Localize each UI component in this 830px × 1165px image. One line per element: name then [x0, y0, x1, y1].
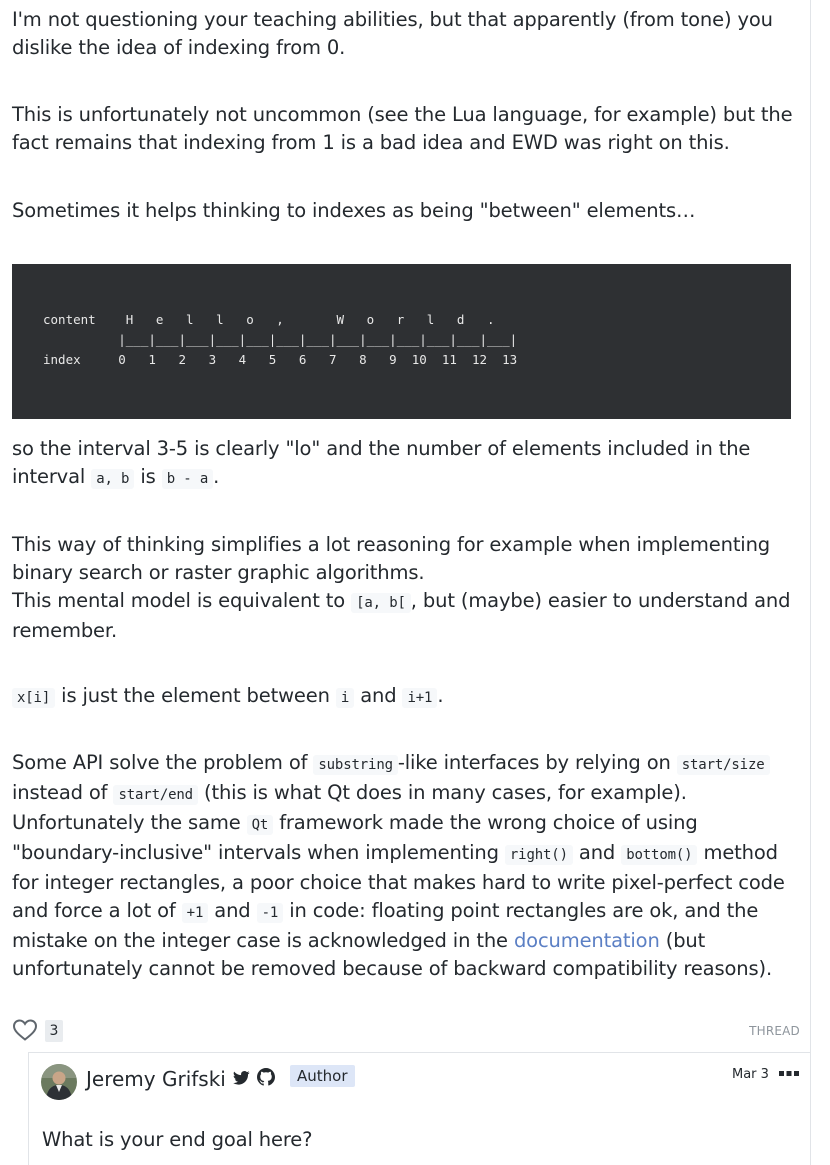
reply-text: What is your end goal here? [42, 1128, 313, 1151]
inline-code: Qt [247, 815, 274, 835]
text-run: . [437, 684, 444, 707]
text-run: -like interfaces by relying on [397, 751, 677, 774]
like-count[interactable]: 3 [45, 1020, 63, 1042]
post-actions [12, 1016, 802, 1046]
inline-code: i [336, 688, 354, 708]
more-icon[interactable] [779, 1071, 799, 1077]
thread-link[interactable]: THREAD [749, 1024, 800, 1038]
reply-date[interactable]: Mar 3 [732, 1067, 769, 1082]
heart-icon[interactable] [12, 1018, 38, 1042]
inline-code: [a, b[ [351, 593, 411, 613]
text-run: and [572, 841, 622, 864]
comment-paragraph [12, 531, 802, 645]
inline-code: bottom() [621, 845, 697, 865]
author-badge: Author [290, 1065, 355, 1087]
text-run: is just the element between [55, 684, 336, 707]
twitter-icon[interactable] [233, 1070, 250, 1086]
comment-paragraph [12, 682, 802, 712]
text-run: and [208, 899, 257, 922]
text-run: and [354, 684, 403, 707]
avatar-image [41, 1064, 77, 1100]
text-run: (this is what Qt does in many cases, for example). Unfortunately the same [12, 781, 687, 834]
code-block-text: content H e l l o , W o r l d . |___|___|___|___|___|___|___|___|___|___|___|___|___| index 0 1 2 3 4 5 6 7 8 9 10 11 12 13 [43, 312, 518, 367]
inline-code: i+1 [402, 688, 437, 708]
inline-code: substring [313, 755, 398, 775]
comment-paragraph: Sometimes it helps thinking to indexes as being "between" elements… [12, 199, 696, 222]
comment-paragraph: I'm not questioning your teaching abilities, but that apparently (from tone) you dislike the idea of indexing from 0. [12, 8, 773, 59]
text-run: is [134, 465, 162, 488]
text-run: method for integer rectangles, a poor choice that makes hard to write pixel-perfect code and force a lot of [12, 841, 785, 922]
inline-code: b - a [162, 469, 213, 489]
inline-code: right() [505, 845, 573, 865]
content-right-border [810, 0, 811, 1165]
text-run: . [213, 465, 220, 488]
code-block [12, 264, 791, 419]
comment-paragraph: This is unfortunately not uncommon (see the Lua language, for example) but the fact remains that indexing from 1 is a bad idea and EWD was right on this. [12, 103, 793, 154]
text-run: so the interval 3-5 is clearly "lo" and the number of elements included in the interval [12, 437, 751, 488]
inline-code: x[i] [12, 688, 55, 708]
reply-divider [28, 1052, 810, 1053]
text-run: in code: floating point rectangles are ok, and the mistake on the integer case is acknowledged in the [12, 899, 759, 952]
text-run: This way of thinking simplifies a lot reasoning for example when implementing binary search or raster graphic algorithms. [12, 533, 771, 584]
comment-paragraph [12, 749, 802, 983]
documentation-link[interactable]: documentation [513, 929, 660, 952]
inline-code: -1 [257, 903, 284, 923]
text-run: , but (maybe) easier to understand and remember. [12, 589, 791, 642]
avatar[interactable] [41, 1064, 77, 1100]
text-run: (but unfortunately cannot be removed because of backward compatibility reasons). [12, 929, 773, 980]
inline-code: start/end [113, 785, 198, 805]
text-run: framework made the wrong choice of using "boundary-inclusive" intervals when implementing [12, 811, 698, 864]
text-run: instead of [12, 781, 114, 804]
author-name[interactable]: Jeremy Grifski [86, 1067, 226, 1091]
comment-paragraph [12, 435, 802, 493]
text-run: Some API solve the problem of [12, 751, 314, 774]
inline-code: a, b [91, 469, 134, 489]
github-icon[interactable] [257, 1068, 275, 1086]
reply-left-border [28, 1053, 29, 1165]
inline-code: +1 [182, 903, 209, 923]
text-run: This mental model is equivalent to [12, 589, 352, 612]
inline-code: start/size [677, 755, 770, 775]
